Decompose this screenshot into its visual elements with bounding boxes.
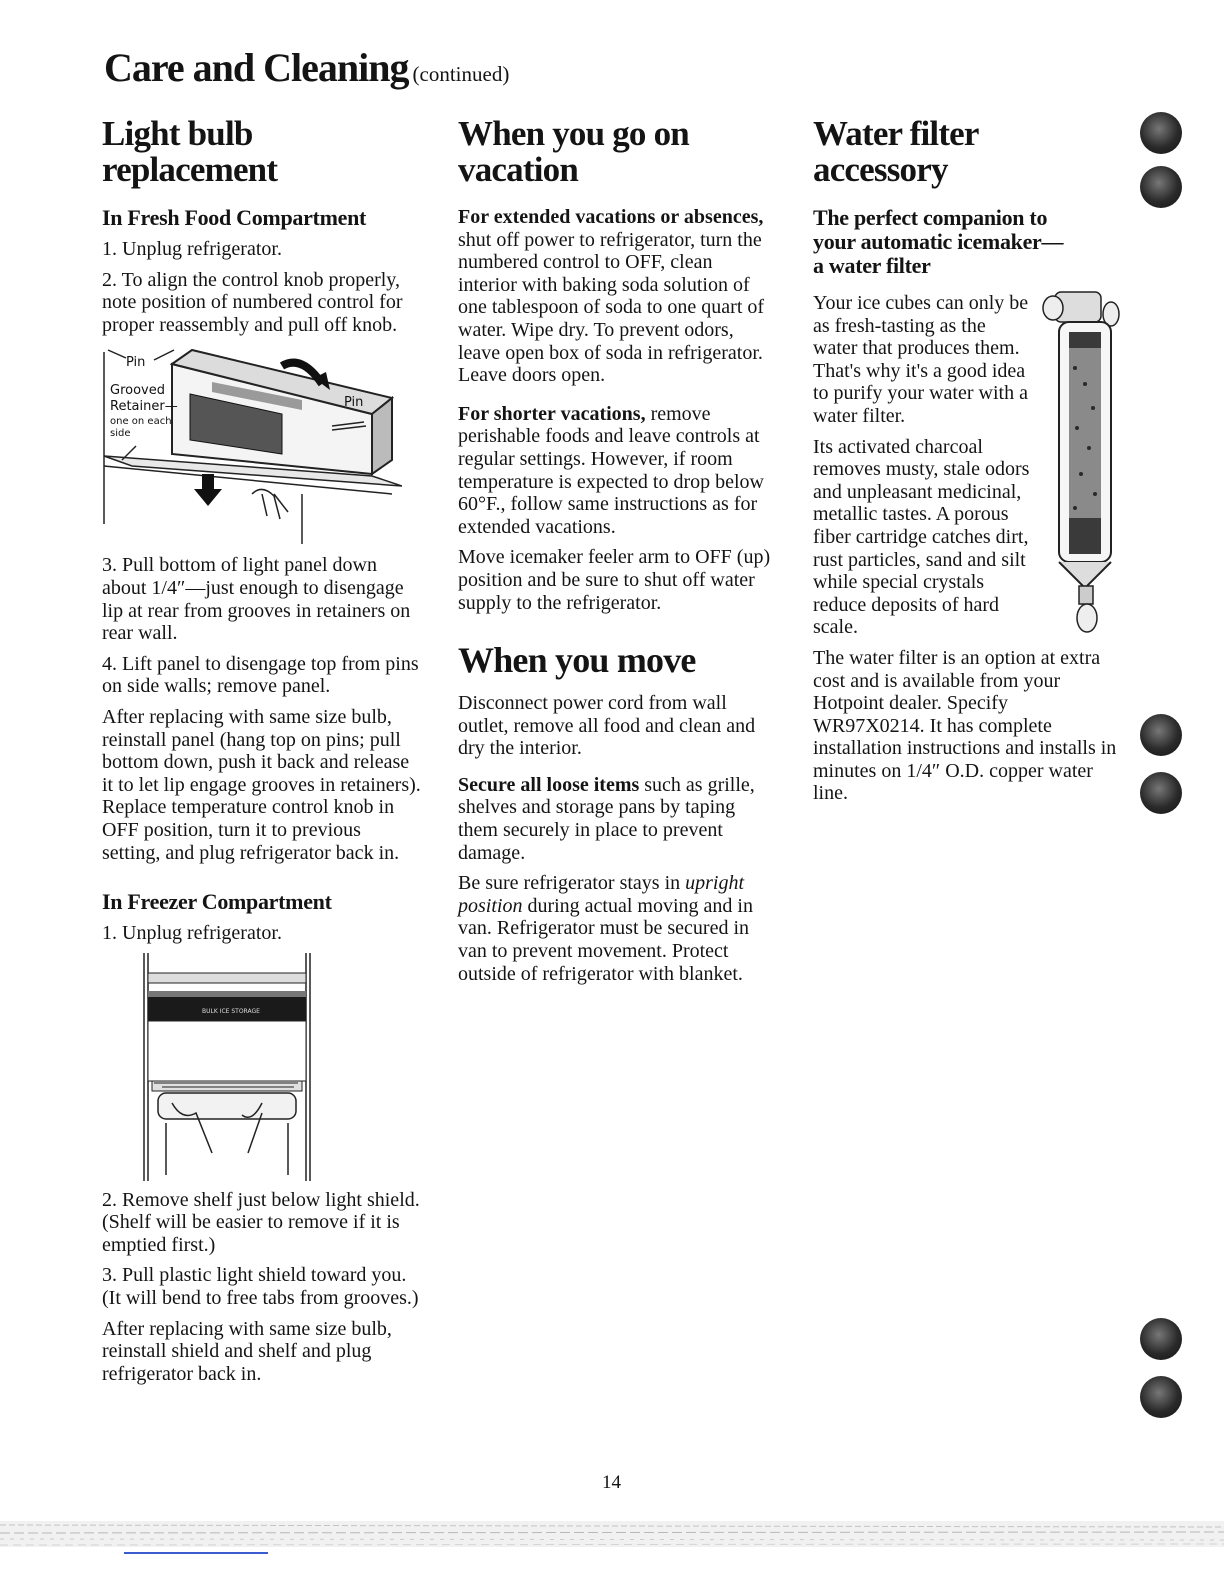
- move-heading: When you move: [458, 640, 696, 681]
- freezer-light-shield-illustration: [102, 953, 402, 1181]
- light-bulb-heading: [102, 116, 422, 188]
- water-filter-text-block: [813, 292, 1133, 805]
- extended-vacations-text: shut off power to refrigerator, turn the numbered control to OFF, clean interior with baking soda solution of one tablespoon of soda to one quart of water. Wipe dry. To prevent odors, leave open box of soda in refrigerator. Leave doors open.: [458, 228, 765, 387]
- light-bulb-heading-line1: Light bulb: [102, 114, 253, 153]
- upright-paragraph: [458, 872, 776, 985]
- scan-noise-strip: [0, 1515, 1224, 1555]
- light-bulb-column: [102, 116, 422, 1393]
- binder-hole-6: [1140, 1376, 1182, 1418]
- upright-emphasis: upright position: [458, 872, 745, 917]
- vacation-heading: [458, 116, 776, 188]
- binder-hole-3: [1140, 714, 1182, 756]
- water-filter-subheading-line3: a water filter: [813, 253, 931, 278]
- vacation-heading-line1: When you go on: [458, 114, 689, 153]
- move-disconnect-paragraph: Disconnect power cord from wall outlet, remove all food and clean and dry the interior.: [458, 692, 756, 760]
- extended-vacations-paragraph: [458, 206, 776, 387]
- binder-hole-1: [1140, 112, 1182, 154]
- water-filter-paragraph-1: Your ice cubes can only be as fresh-tasting as the water that produces them. That's why it's a good idea to purify your water with a water filter.: [813, 292, 1029, 427]
- page-number: 14: [602, 1472, 621, 1493]
- freezer-subheading: In Freezer Compartment: [102, 889, 332, 915]
- figure-label-grooved: Grooved: [110, 383, 165, 399]
- fresh-food-light-panel-illustration: [102, 344, 402, 544]
- water-filter-subheading: [813, 206, 1133, 278]
- figure-label-side: side: [110, 428, 131, 440]
- freezer-after-replacing: After replacing with same size bulb, reinstall shield and shelf and plug refrigerator back in.: [102, 1317, 392, 1385]
- fresh-food-subheading: In Fresh Food Compartment: [102, 205, 367, 230]
- fresh-step-1: 1. Unplug refrigerator.: [102, 238, 282, 260]
- upright-post: during actual moving and in van. Refrigerator must be secured in van to prevent movement. Protect outside of refrigerator with blanket.: [458, 894, 753, 985]
- water-filter-heading: [813, 116, 1133, 188]
- shorter-vacations-paragraph: [458, 403, 776, 539]
- water-filter-paragraph-3: The water filter is an option at extra cost and is available from your Hotpoint dealer. Specify WR97X0214. It has complete installation instructions and installs in minutes on 1/4″ O.D. copper water line.: [813, 646, 1117, 805]
- binder-hole-2: [1140, 166, 1182, 208]
- figure-label-pin-right: Pin: [344, 395, 364, 411]
- binder-hole-4: [1140, 772, 1182, 814]
- secure-items-lead: Secure all loose items: [458, 773, 640, 796]
- page-title-subtitle: (continued): [412, 62, 510, 86]
- shorter-vacations-text: remove perishable foods and leave controls at regular settings. However, if room temperature is expected to drop below 60°F., follow same instructions as for extended vacations.: [458, 402, 764, 538]
- secure-items-text: such as grille, shelves and storage pans by taping them securely in place to prevent damage.: [458, 773, 755, 864]
- vacation-heading-line2: vacation: [458, 150, 578, 189]
- figure-label-retainer: Retainer—: [110, 399, 178, 415]
- vacation-column: [458, 116, 776, 993]
- page-title-main: Care and Cleaning: [104, 45, 409, 90]
- water-filter-subheading-line1: The perfect companion to: [813, 205, 1048, 230]
- figure-label-one-on-each: one on each: [110, 416, 172, 428]
- freezer-step-2: 2. Remove shelf just below light shield. (Shelf will be easier to remove if it is emptied first.): [102, 1188, 420, 1256]
- water-filter-subheading-line2: your automatic icemaker—: [813, 229, 1064, 254]
- icemaker-paragraph: Move icemaker feeler arm to OFF (up) position and be sure to shut off water supply to the refrigerator.: [458, 546, 771, 614]
- fresh-step-4: 4. Lift panel to disengage top from pins on side walls; remove panel.: [102, 652, 419, 698]
- water-filter-heading-line2: accessory: [813, 150, 948, 189]
- water-filter-paragraph-2: Its activated charcoal removes musty, stale odors and unpleasant medicinal, metallic tastes. A porous fiber cartridge catches dirt, rust particles, sand and silt while special crystals reduce deposits of hard scale.: [813, 435, 1030, 639]
- water-filter-cartridge-illustration: [1041, 288, 1127, 640]
- freezer-step-1: 1. Unplug refrigerator.: [102, 922, 282, 945]
- figure-label-bulk-ice: BULK ICE STORAGE: [202, 1007, 260, 1015]
- extended-vacations-lead: For extended vacations or absences,: [458, 206, 764, 228]
- upright-pre: Be sure refrigerator stays in: [458, 872, 686, 895]
- light-bulb-heading-line2: replacement: [102, 150, 278, 189]
- fresh-after-replacing: After replacing with same size bulb, reinstall panel (hang top on pins; pull bottom down, push it back and release it to let lip engage grooves in retainers). Replace temperature control knob in OFF position, turn it to previous setting, and plug refrigerator back in.: [102, 705, 421, 864]
- fresh-step-3: 3. Pull bottom of light panel down about 1/4″—just enough to disengage lip at rear from grooves in retainers on rear wall.: [102, 554, 411, 645]
- water-filter-heading-line1: Water filter: [813, 114, 979, 153]
- figure-label-pin-top: Pin: [126, 355, 146, 371]
- water-filter-column: [813, 116, 1133, 813]
- freezer-step-3: 3. Pull plastic light shield toward you. (It will bend to free tabs from grooves.): [102, 1264, 419, 1310]
- secure-items-paragraph: [458, 774, 776, 864]
- fresh-step-2: 2. To align the control knob properly, note position of numbered control for proper reassembly and pull off knob.: [102, 268, 403, 336]
- shorter-vacations-lead: For shorter vacations,: [458, 402, 646, 425]
- binder-hole-5: [1140, 1318, 1182, 1360]
- page-title: [104, 44, 509, 91]
